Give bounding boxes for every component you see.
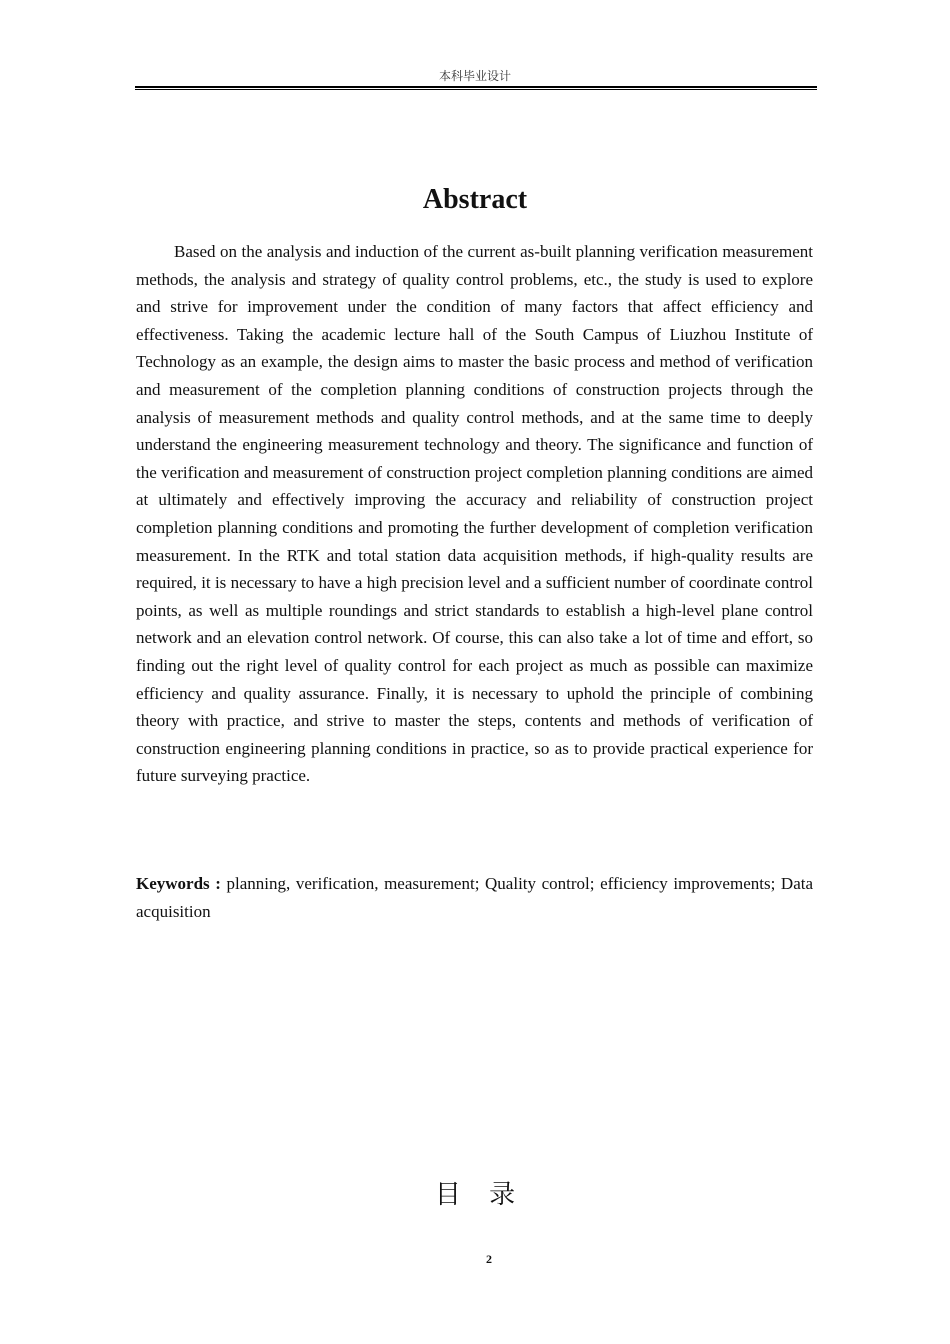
- page-number: 2: [486, 1252, 492, 1266]
- keywords-label: Keywords :: [136, 874, 221, 893]
- keywords-list: planning, verification, measurement; Quality control; efficiency improvements; Data acquisition: [136, 874, 814, 921]
- running-header: 本科毕业设计: [438, 69, 511, 83]
- keywords-paragraph: [136, 870, 813, 925]
- header-rule: [135, 86, 817, 90]
- abstract-title: Abstract: [422, 184, 528, 215]
- abstract-body: Based on the analysis and induction of the current as-built planning verification measurement methods, the analysis and strategy of quality control problems, etc., the study is used to explore and strive for improvement under the condition of many factors that affect efficiency and effectiveness. Taking the academic lecture hall of the South Campus of Liuzhou Institute of Technology as an example, the design aims to master the basic process and method of verification and measurement of the completion planning conditions of construction projects through the analysis of measurement methods and quality control methods, and at the same time to deeply understand the engineering measurement technology and theory. The significance and function of the verification and measurement of construction project completion planning conditions are aimed at ultimately and effectively improving the accuracy and reliability of construction project completion planning conditions and promoting the further development of completion verification measurement. In the RTK and total station data acquisition methods, if high-quality results are required, it is necessary to have a high precision level and a sufficient number of coordinate control points, as well as multiple roundings and strict standards to establish a high-level plane control network and an elevation control network. Of course, this can also take a lot of time and effort, so finding out the right level of quality control for each project as much as possible can maximize efficiency and quality assurance. Finally, it is necessary to uphold the principle of combining theory with practice, and strive to master the steps, contents and methods of verification of construction engineering planning conditions in practice, so as to provide practical experience for future surveying practice.: [136, 242, 813, 786]
- toc-title: 目 录: [434, 1180, 526, 1210]
